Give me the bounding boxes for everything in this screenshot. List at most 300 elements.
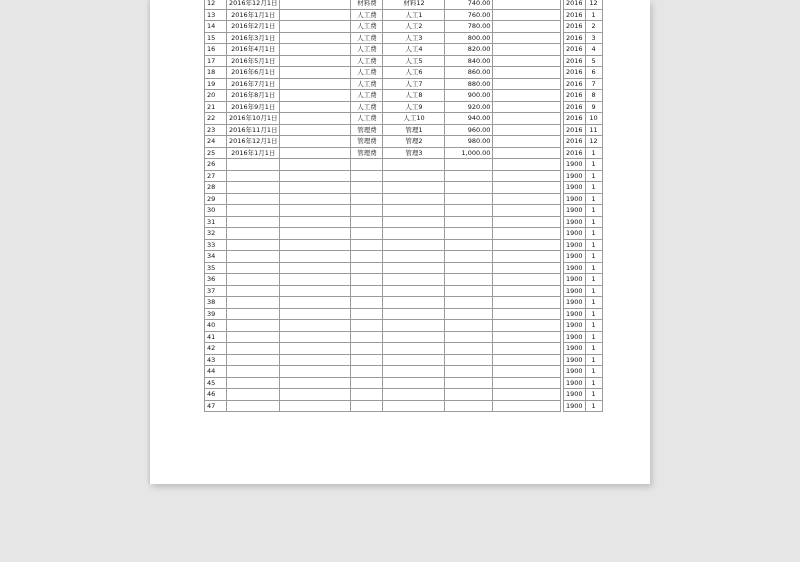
amount-cell[interactable] bbox=[445, 320, 493, 332]
item-cell[interactable]: 人工3 bbox=[383, 32, 445, 44]
year-cell[interactable]: 1900 bbox=[564, 331, 586, 343]
date-cell[interactable] bbox=[227, 389, 280, 401]
category-cell[interactable]: 材料费 bbox=[351, 0, 383, 9]
month-cell[interactable]: 7 bbox=[585, 78, 602, 90]
date-cell[interactable] bbox=[227, 320, 280, 332]
row-index-cell[interactable]: 29 bbox=[205, 193, 227, 205]
date-cell[interactable] bbox=[227, 159, 280, 171]
row-index-cell[interactable]: 45 bbox=[205, 377, 227, 389]
month-cell[interactable]: 6 bbox=[585, 67, 602, 79]
blank-cell[interactable] bbox=[280, 251, 351, 263]
amount-cell[interactable]: 920.00 bbox=[445, 101, 493, 113]
category-cell[interactable] bbox=[351, 216, 383, 228]
date-cell[interactable] bbox=[227, 297, 280, 309]
blank-cell[interactable] bbox=[493, 400, 561, 412]
year-cell[interactable]: 1900 bbox=[564, 239, 586, 251]
amount-cell[interactable]: 940.00 bbox=[445, 113, 493, 125]
year-cell[interactable]: 1900 bbox=[564, 320, 586, 332]
year-cell[interactable]: 1900 bbox=[564, 366, 586, 378]
category-cell[interactable] bbox=[351, 193, 383, 205]
amount-cell[interactable]: 760.00 bbox=[445, 9, 493, 21]
year-cell[interactable]: 2016 bbox=[564, 21, 586, 33]
year-cell[interactable]: 2016 bbox=[564, 90, 586, 102]
row-index-cell[interactable]: 40 bbox=[205, 320, 227, 332]
blank-cell[interactable] bbox=[280, 239, 351, 251]
date-cell[interactable] bbox=[227, 239, 280, 251]
row-index-cell[interactable]: 22 bbox=[205, 113, 227, 125]
category-cell[interactable] bbox=[351, 400, 383, 412]
item-cell[interactable]: 人工6 bbox=[383, 67, 445, 79]
row-index-cell[interactable]: 18 bbox=[205, 67, 227, 79]
amount-cell[interactable] bbox=[445, 285, 493, 297]
item-cell[interactable]: 人工8 bbox=[383, 90, 445, 102]
category-cell[interactable]: 人工费 bbox=[351, 67, 383, 79]
year-cell[interactable]: 2016 bbox=[564, 0, 586, 9]
year-cell[interactable]: 1900 bbox=[564, 193, 586, 205]
year-cell[interactable]: 1900 bbox=[564, 262, 586, 274]
row-index-cell[interactable]: 23 bbox=[205, 124, 227, 136]
month-cell[interactable]: 1 bbox=[585, 251, 602, 263]
date-cell[interactable] bbox=[227, 193, 280, 205]
date-cell[interactable] bbox=[227, 262, 280, 274]
month-cell[interactable]: 1 bbox=[585, 182, 602, 194]
amount-cell[interactable] bbox=[445, 262, 493, 274]
date-cell[interactable] bbox=[227, 377, 280, 389]
year-cell[interactable]: 2016 bbox=[564, 32, 586, 44]
blank-cell[interactable] bbox=[280, 170, 351, 182]
row-index-cell[interactable]: 21 bbox=[205, 101, 227, 113]
blank-cell[interactable] bbox=[280, 262, 351, 274]
amount-cell[interactable]: 1,000.00 bbox=[445, 147, 493, 159]
row-index-cell[interactable]: 16 bbox=[205, 44, 227, 56]
row-index-cell[interactable]: 17 bbox=[205, 55, 227, 67]
blank-cell[interactable] bbox=[280, 320, 351, 332]
date-cell[interactable]: 2016年3月1日 bbox=[227, 32, 280, 44]
item-cell[interactable] bbox=[383, 170, 445, 182]
blank-cell[interactable] bbox=[493, 90, 561, 102]
month-cell[interactable]: 1 bbox=[585, 228, 602, 240]
row-index-cell[interactable]: 42 bbox=[205, 343, 227, 355]
blank-cell[interactable] bbox=[280, 113, 351, 125]
category-cell[interactable] bbox=[351, 308, 383, 320]
row-index-cell[interactable]: 36 bbox=[205, 274, 227, 286]
year-cell[interactable]: 2016 bbox=[564, 44, 586, 56]
blank-cell[interactable] bbox=[493, 297, 561, 309]
date-cell[interactable]: 2016年12月1日 bbox=[227, 136, 280, 148]
amount-cell[interactable] bbox=[445, 228, 493, 240]
date-cell[interactable]: 2016年4月1日 bbox=[227, 44, 280, 56]
amount-cell[interactable] bbox=[445, 205, 493, 217]
blank-cell[interactable] bbox=[493, 21, 561, 33]
blank-cell[interactable] bbox=[493, 366, 561, 378]
category-cell[interactable] bbox=[351, 274, 383, 286]
blank-cell[interactable] bbox=[280, 159, 351, 171]
category-cell[interactable]: 人工费 bbox=[351, 90, 383, 102]
row-index-cell[interactable]: 27 bbox=[205, 170, 227, 182]
blank-cell[interactable] bbox=[493, 67, 561, 79]
category-cell[interactable] bbox=[351, 366, 383, 378]
amount-cell[interactable] bbox=[445, 377, 493, 389]
blank-cell[interactable] bbox=[280, 32, 351, 44]
month-cell[interactable]: 1 bbox=[585, 159, 602, 171]
item-cell[interactable]: 人工2 bbox=[383, 21, 445, 33]
category-cell[interactable] bbox=[351, 205, 383, 217]
date-cell[interactable]: 2016年1月1日 bbox=[227, 147, 280, 159]
category-cell[interactable]: 人工费 bbox=[351, 113, 383, 125]
category-cell[interactable]: 人工费 bbox=[351, 9, 383, 21]
amount-cell[interactable]: 960.00 bbox=[445, 124, 493, 136]
year-cell[interactable]: 1900 bbox=[564, 389, 586, 401]
amount-cell[interactable] bbox=[445, 400, 493, 412]
category-cell[interactable] bbox=[351, 170, 383, 182]
year-cell[interactable]: 1900 bbox=[564, 205, 586, 217]
blank-cell[interactable] bbox=[493, 228, 561, 240]
amount-cell[interactable]: 780.00 bbox=[445, 21, 493, 33]
date-cell[interactable]: 2016年6月1日 bbox=[227, 67, 280, 79]
category-cell[interactable] bbox=[351, 297, 383, 309]
category-cell[interactable] bbox=[351, 354, 383, 366]
blank-cell[interactable] bbox=[280, 147, 351, 159]
blank-cell[interactable] bbox=[280, 182, 351, 194]
item-cell[interactable] bbox=[383, 228, 445, 240]
row-index-cell[interactable]: 25 bbox=[205, 147, 227, 159]
date-cell[interactable] bbox=[227, 285, 280, 297]
category-cell[interactable] bbox=[351, 239, 383, 251]
date-cell[interactable] bbox=[227, 331, 280, 343]
year-cell[interactable]: 2016 bbox=[564, 9, 586, 21]
row-index-cell[interactable]: 20 bbox=[205, 90, 227, 102]
row-index-cell[interactable]: 31 bbox=[205, 216, 227, 228]
row-index-cell[interactable]: 46 bbox=[205, 389, 227, 401]
month-cell[interactable]: 3 bbox=[585, 32, 602, 44]
amount-cell[interactable] bbox=[445, 251, 493, 263]
blank-cell[interactable] bbox=[280, 0, 351, 9]
item-cell[interactable]: 管理2 bbox=[383, 136, 445, 148]
month-cell[interactable]: 12 bbox=[585, 136, 602, 148]
date-cell[interactable]: 2016年2月1日 bbox=[227, 21, 280, 33]
amount-cell[interactable] bbox=[445, 274, 493, 286]
item-cell[interactable] bbox=[383, 216, 445, 228]
item-cell[interactable] bbox=[383, 343, 445, 355]
month-cell[interactable]: 1 bbox=[585, 377, 602, 389]
row-index-cell[interactable]: 44 bbox=[205, 366, 227, 378]
amount-cell[interactable]: 820.00 bbox=[445, 44, 493, 56]
date-cell[interactable]: 2016年1月1日 bbox=[227, 9, 280, 21]
item-cell[interactable] bbox=[383, 354, 445, 366]
blank-cell[interactable] bbox=[493, 193, 561, 205]
blank-cell[interactable] bbox=[493, 44, 561, 56]
month-cell[interactable]: 8 bbox=[585, 90, 602, 102]
item-cell[interactable] bbox=[383, 389, 445, 401]
year-cell[interactable]: 2016 bbox=[564, 124, 586, 136]
row-index-cell[interactable]: 24 bbox=[205, 136, 227, 148]
category-cell[interactable] bbox=[351, 228, 383, 240]
month-cell[interactable]: 1 bbox=[585, 320, 602, 332]
date-cell[interactable] bbox=[227, 170, 280, 182]
month-cell[interactable]: 1 bbox=[585, 262, 602, 274]
blank-cell[interactable] bbox=[493, 308, 561, 320]
blank-cell[interactable] bbox=[280, 274, 351, 286]
item-cell[interactable]: 人工1 bbox=[383, 9, 445, 21]
year-cell[interactable]: 2016 bbox=[564, 136, 586, 148]
blank-cell[interactable] bbox=[493, 32, 561, 44]
blank-cell[interactable] bbox=[280, 377, 351, 389]
date-cell[interactable]: 2016年7月1日 bbox=[227, 78, 280, 90]
item-cell[interactable] bbox=[383, 251, 445, 263]
blank-cell[interactable] bbox=[280, 78, 351, 90]
blank-cell[interactable] bbox=[280, 285, 351, 297]
blank-cell[interactable] bbox=[280, 205, 351, 217]
year-cell[interactable]: 1900 bbox=[564, 354, 586, 366]
blank-cell[interactable] bbox=[280, 354, 351, 366]
year-cell[interactable]: 1900 bbox=[564, 297, 586, 309]
category-cell[interactable]: 人工费 bbox=[351, 101, 383, 113]
blank-cell[interactable] bbox=[280, 124, 351, 136]
category-cell[interactable]: 人工费 bbox=[351, 21, 383, 33]
category-cell[interactable] bbox=[351, 331, 383, 343]
category-cell[interactable] bbox=[351, 159, 383, 171]
row-index-cell[interactable]: 34 bbox=[205, 251, 227, 263]
row-index-cell[interactable]: 26 bbox=[205, 159, 227, 171]
item-cell[interactable] bbox=[383, 205, 445, 217]
item-cell[interactable] bbox=[383, 297, 445, 309]
category-cell[interactable]: 人工费 bbox=[351, 44, 383, 56]
category-cell[interactable]: 管理费 bbox=[351, 136, 383, 148]
month-cell[interactable]: 1 bbox=[585, 389, 602, 401]
item-cell[interactable] bbox=[383, 320, 445, 332]
month-cell[interactable]: 1 bbox=[585, 343, 602, 355]
month-cell[interactable]: 1 bbox=[585, 147, 602, 159]
amount-cell[interactable]: 880.00 bbox=[445, 78, 493, 90]
blank-cell[interactable] bbox=[280, 21, 351, 33]
blank-cell[interactable] bbox=[280, 308, 351, 320]
date-cell[interactable]: 2016年5月1日 bbox=[227, 55, 280, 67]
category-cell[interactable]: 人工费 bbox=[351, 78, 383, 90]
item-cell[interactable]: 管理3 bbox=[383, 147, 445, 159]
year-cell[interactable]: 2016 bbox=[564, 147, 586, 159]
row-index-cell[interactable]: 39 bbox=[205, 308, 227, 320]
date-cell[interactable] bbox=[227, 251, 280, 263]
year-cell[interactable]: 2016 bbox=[564, 78, 586, 90]
amount-cell[interactable] bbox=[445, 331, 493, 343]
year-cell[interactable]: 1900 bbox=[564, 170, 586, 182]
amount-cell[interactable] bbox=[445, 343, 493, 355]
date-cell[interactable] bbox=[227, 182, 280, 194]
item-cell[interactable] bbox=[383, 262, 445, 274]
category-cell[interactable] bbox=[351, 320, 383, 332]
category-cell[interactable]: 人工费 bbox=[351, 55, 383, 67]
year-cell[interactable]: 1900 bbox=[564, 400, 586, 412]
amount-cell[interactable]: 900.00 bbox=[445, 90, 493, 102]
category-cell[interactable] bbox=[351, 389, 383, 401]
amount-cell[interactable] bbox=[445, 182, 493, 194]
blank-cell[interactable] bbox=[493, 55, 561, 67]
blank-cell[interactable] bbox=[493, 124, 561, 136]
blank-cell[interactable] bbox=[493, 147, 561, 159]
item-cell[interactable] bbox=[383, 193, 445, 205]
date-cell[interactable] bbox=[227, 308, 280, 320]
blank-cell[interactable] bbox=[280, 216, 351, 228]
amount-cell[interactable] bbox=[445, 193, 493, 205]
blank-cell[interactable] bbox=[280, 343, 351, 355]
category-cell[interactable] bbox=[351, 251, 383, 263]
row-index-cell[interactable]: 13 bbox=[205, 9, 227, 21]
year-cell[interactable]: 1900 bbox=[564, 228, 586, 240]
row-index-cell[interactable]: 14 bbox=[205, 21, 227, 33]
blank-cell[interactable] bbox=[280, 101, 351, 113]
month-cell[interactable]: 1 bbox=[585, 285, 602, 297]
blank-cell[interactable] bbox=[280, 389, 351, 401]
month-cell[interactable]: 9 bbox=[585, 101, 602, 113]
item-cell[interactable] bbox=[383, 182, 445, 194]
blank-cell[interactable] bbox=[280, 400, 351, 412]
row-index-cell[interactable]: 38 bbox=[205, 297, 227, 309]
blank-cell[interactable] bbox=[493, 274, 561, 286]
blank-cell[interactable] bbox=[493, 170, 561, 182]
year-cell[interactable]: 1900 bbox=[564, 285, 586, 297]
row-index-cell[interactable]: 15 bbox=[205, 32, 227, 44]
date-cell[interactable] bbox=[227, 228, 280, 240]
amount-cell[interactable]: 840.00 bbox=[445, 55, 493, 67]
month-cell[interactable]: 1 bbox=[585, 366, 602, 378]
blank-cell[interactable] bbox=[493, 320, 561, 332]
blank-cell[interactable] bbox=[493, 159, 561, 171]
blank-cell[interactable] bbox=[493, 136, 561, 148]
blank-cell[interactable] bbox=[493, 182, 561, 194]
row-index-cell[interactable]: 35 bbox=[205, 262, 227, 274]
month-cell[interactable]: 1 bbox=[585, 331, 602, 343]
month-cell[interactable]: 1 bbox=[585, 216, 602, 228]
amount-cell[interactable]: 740.00 bbox=[445, 0, 493, 9]
row-index-cell[interactable]: 28 bbox=[205, 182, 227, 194]
amount-cell[interactable] bbox=[445, 389, 493, 401]
item-cell[interactable]: 人工9 bbox=[383, 101, 445, 113]
blank-cell[interactable] bbox=[493, 331, 561, 343]
amount-cell[interactable] bbox=[445, 366, 493, 378]
date-cell[interactable]: 2016年12月1日 bbox=[227, 0, 280, 9]
item-cell[interactable] bbox=[383, 239, 445, 251]
month-cell[interactable]: 4 bbox=[585, 44, 602, 56]
item-cell[interactable] bbox=[383, 285, 445, 297]
amount-cell[interactable]: 800.00 bbox=[445, 32, 493, 44]
row-index-cell[interactable]: 30 bbox=[205, 205, 227, 217]
item-cell[interactable] bbox=[383, 274, 445, 286]
row-index-cell[interactable]: 12 bbox=[205, 0, 227, 9]
blank-cell[interactable] bbox=[280, 9, 351, 21]
blank-cell[interactable] bbox=[493, 354, 561, 366]
item-cell[interactable]: 人工5 bbox=[383, 55, 445, 67]
date-cell[interactable] bbox=[227, 354, 280, 366]
blank-cell[interactable] bbox=[493, 239, 561, 251]
date-cell[interactable]: 2016年11月1日 bbox=[227, 124, 280, 136]
category-cell[interactable]: 管理费 bbox=[351, 124, 383, 136]
row-index-cell[interactable]: 32 bbox=[205, 228, 227, 240]
date-cell[interactable]: 2016年9月1日 bbox=[227, 101, 280, 113]
blank-cell[interactable] bbox=[280, 331, 351, 343]
row-index-cell[interactable]: 33 bbox=[205, 239, 227, 251]
blank-cell[interactable] bbox=[493, 389, 561, 401]
month-cell[interactable]: 2 bbox=[585, 21, 602, 33]
month-cell[interactable]: 5 bbox=[585, 55, 602, 67]
item-cell[interactable] bbox=[383, 331, 445, 343]
amount-cell[interactable] bbox=[445, 308, 493, 320]
blank-cell[interactable] bbox=[493, 216, 561, 228]
blank-cell[interactable] bbox=[280, 297, 351, 309]
blank-cell[interactable] bbox=[280, 193, 351, 205]
item-cell[interactable]: 材料12 bbox=[383, 0, 445, 9]
month-cell[interactable]: 12 bbox=[585, 0, 602, 9]
amount-cell[interactable] bbox=[445, 297, 493, 309]
date-cell[interactable] bbox=[227, 366, 280, 378]
amount-cell[interactable] bbox=[445, 159, 493, 171]
category-cell[interactable]: 管理费 bbox=[351, 147, 383, 159]
category-cell[interactable] bbox=[351, 182, 383, 194]
item-cell[interactable] bbox=[383, 366, 445, 378]
year-cell[interactable]: 1900 bbox=[564, 216, 586, 228]
item-cell[interactable]: 人工4 bbox=[383, 44, 445, 56]
item-cell[interactable] bbox=[383, 400, 445, 412]
month-cell[interactable]: 1 bbox=[585, 239, 602, 251]
month-cell[interactable]: 1 bbox=[585, 170, 602, 182]
item-cell[interactable]: 管理1 bbox=[383, 124, 445, 136]
month-cell[interactable]: 1 bbox=[585, 354, 602, 366]
category-cell[interactable]: 人工费 bbox=[351, 32, 383, 44]
blank-cell[interactable] bbox=[493, 101, 561, 113]
amount-cell[interactable] bbox=[445, 216, 493, 228]
item-cell[interactable] bbox=[383, 377, 445, 389]
year-cell[interactable]: 2016 bbox=[564, 113, 586, 125]
item-cell[interactable] bbox=[383, 159, 445, 171]
row-index-cell[interactable]: 37 bbox=[205, 285, 227, 297]
item-cell[interactable]: 人工10 bbox=[383, 113, 445, 125]
category-cell[interactable] bbox=[351, 285, 383, 297]
month-cell[interactable]: 1 bbox=[585, 193, 602, 205]
blank-cell[interactable] bbox=[493, 285, 561, 297]
category-cell[interactable] bbox=[351, 377, 383, 389]
year-cell[interactable]: 2016 bbox=[564, 67, 586, 79]
month-cell[interactable]: 1 bbox=[585, 297, 602, 309]
date-cell[interactable]: 2016年10月1日 bbox=[227, 113, 280, 125]
item-cell[interactable] bbox=[383, 308, 445, 320]
year-cell[interactable]: 1900 bbox=[564, 182, 586, 194]
date-cell[interactable] bbox=[227, 205, 280, 217]
date-cell[interactable] bbox=[227, 216, 280, 228]
blank-cell[interactable] bbox=[280, 136, 351, 148]
blank-cell[interactable] bbox=[493, 113, 561, 125]
blank-cell[interactable] bbox=[493, 205, 561, 217]
month-cell[interactable]: 1 bbox=[585, 308, 602, 320]
date-cell[interactable] bbox=[227, 400, 280, 412]
blank-cell[interactable] bbox=[493, 262, 561, 274]
amount-cell[interactable] bbox=[445, 170, 493, 182]
blank-cell[interactable] bbox=[280, 67, 351, 79]
blank-cell[interactable] bbox=[280, 228, 351, 240]
year-cell[interactable]: 1900 bbox=[564, 377, 586, 389]
blank-cell[interactable] bbox=[493, 251, 561, 263]
year-cell[interactable]: 1900 bbox=[564, 251, 586, 263]
date-cell[interactable] bbox=[227, 274, 280, 286]
blank-cell[interactable] bbox=[280, 55, 351, 67]
year-cell[interactable]: 1900 bbox=[564, 159, 586, 171]
year-cell[interactable]: 2016 bbox=[564, 55, 586, 67]
amount-cell[interactable]: 980.00 bbox=[445, 136, 493, 148]
amount-cell[interactable] bbox=[445, 354, 493, 366]
blank-cell[interactable] bbox=[493, 9, 561, 21]
category-cell[interactable] bbox=[351, 343, 383, 355]
month-cell[interactable]: 10 bbox=[585, 113, 602, 125]
amount-cell[interactable]: 860.00 bbox=[445, 67, 493, 79]
month-cell[interactable]: 11 bbox=[585, 124, 602, 136]
